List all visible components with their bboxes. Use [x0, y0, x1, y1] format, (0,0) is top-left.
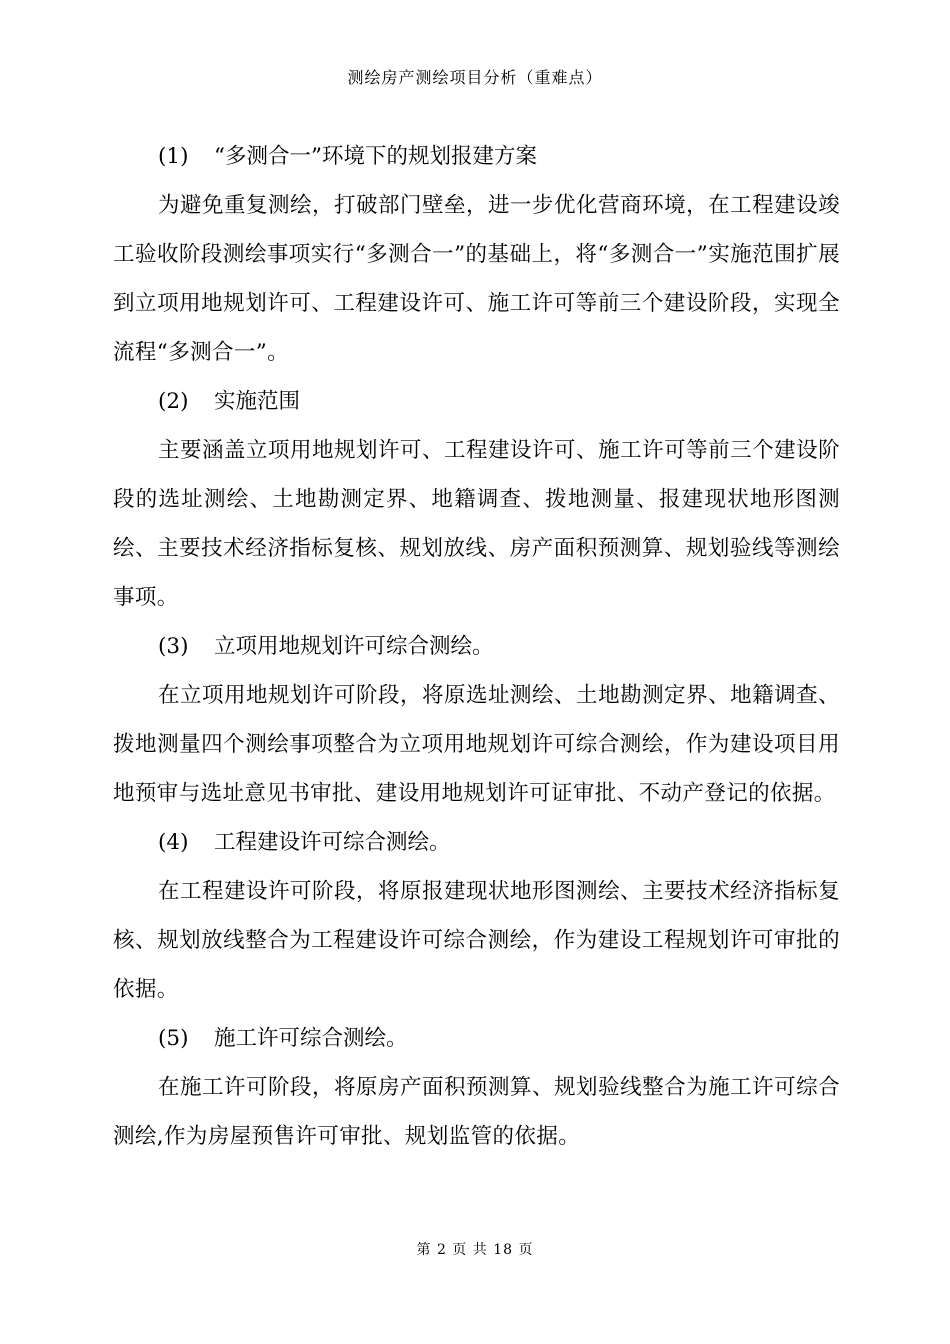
section-heading-2: [113, 377, 840, 426]
section-paragraph-5: 在施工许可阶段，将原房产面积预测算、规划验线整合为施工许可综合测绘,作为房屋预售许可审批、规划监管的依据。: [113, 1075, 840, 1149]
section-heading-5: [113, 1014, 840, 1063]
section-number: (1): [158, 144, 189, 169]
page-header-title: 测绘房产测绘项目分析（重难点）: [347, 68, 603, 87]
section-title: “多测合一”环境下的规划报建方案: [214, 144, 537, 169]
section-paragraph-4: 在工程建设许可阶段，将原报建现状地形图测绘、主要技术经济指标复核、规划放线整合为工程建设许可综合测绘，作为建设工程规划许可审批的依据。: [113, 879, 840, 1002]
section-title: 实施范围: [214, 389, 301, 414]
section-title: 立项用地规划许可综合测绘。: [214, 634, 494, 659]
section-paragraph-3: 在立项用地规划许可阶段，将原选址测绘、土地勘测定界、地籍调查、拨地测量四个测绘事项整合为立项用地规划许可综合测绘，作为建设项目用地预审与选址意见书审批、建设用地规划许可证审批、不动产登记的依据。: [113, 683, 840, 806]
section-paragraph-1: 为避免重复测绘，打破部门壁垒，进一步优化营商环境，在工程建设竣工验收阶段测绘事项实行“多测合一”的基础上，将“多测合一”实施范围扩展到立项用地规划许可、工程建设许可、施工许可等前三个建设阶段，实现全流程“多测合一”。: [113, 193, 840, 365]
page-footer-number: 第 2 页 共 18 页: [416, 1242, 534, 1258]
document-body: [113, 132, 840, 1161]
section-title: 施工许可综合测绘。: [214, 1026, 408, 1051]
section-heading-1: [113, 132, 840, 181]
section-number: (2): [158, 389, 189, 414]
section-title: 工程建设许可综合测绘。: [214, 830, 451, 855]
section-heading-3: [113, 622, 840, 671]
section-number: (4): [158, 830, 189, 855]
section-heading-4: [113, 818, 840, 867]
section-number: (3): [158, 634, 189, 659]
section-number: (5): [158, 1026, 189, 1051]
section-paragraph-2: 主要涵盖立项用地规划许可、工程建设许可、施工许可等前三个建设阶段的选址测绘、土地勘测定界、地籍调查、拨地测量、报建现状地形图测绘、主要技术经济指标复核、规划放线、房产面积预测算、规划验线等测绘事项。: [113, 438, 840, 610]
